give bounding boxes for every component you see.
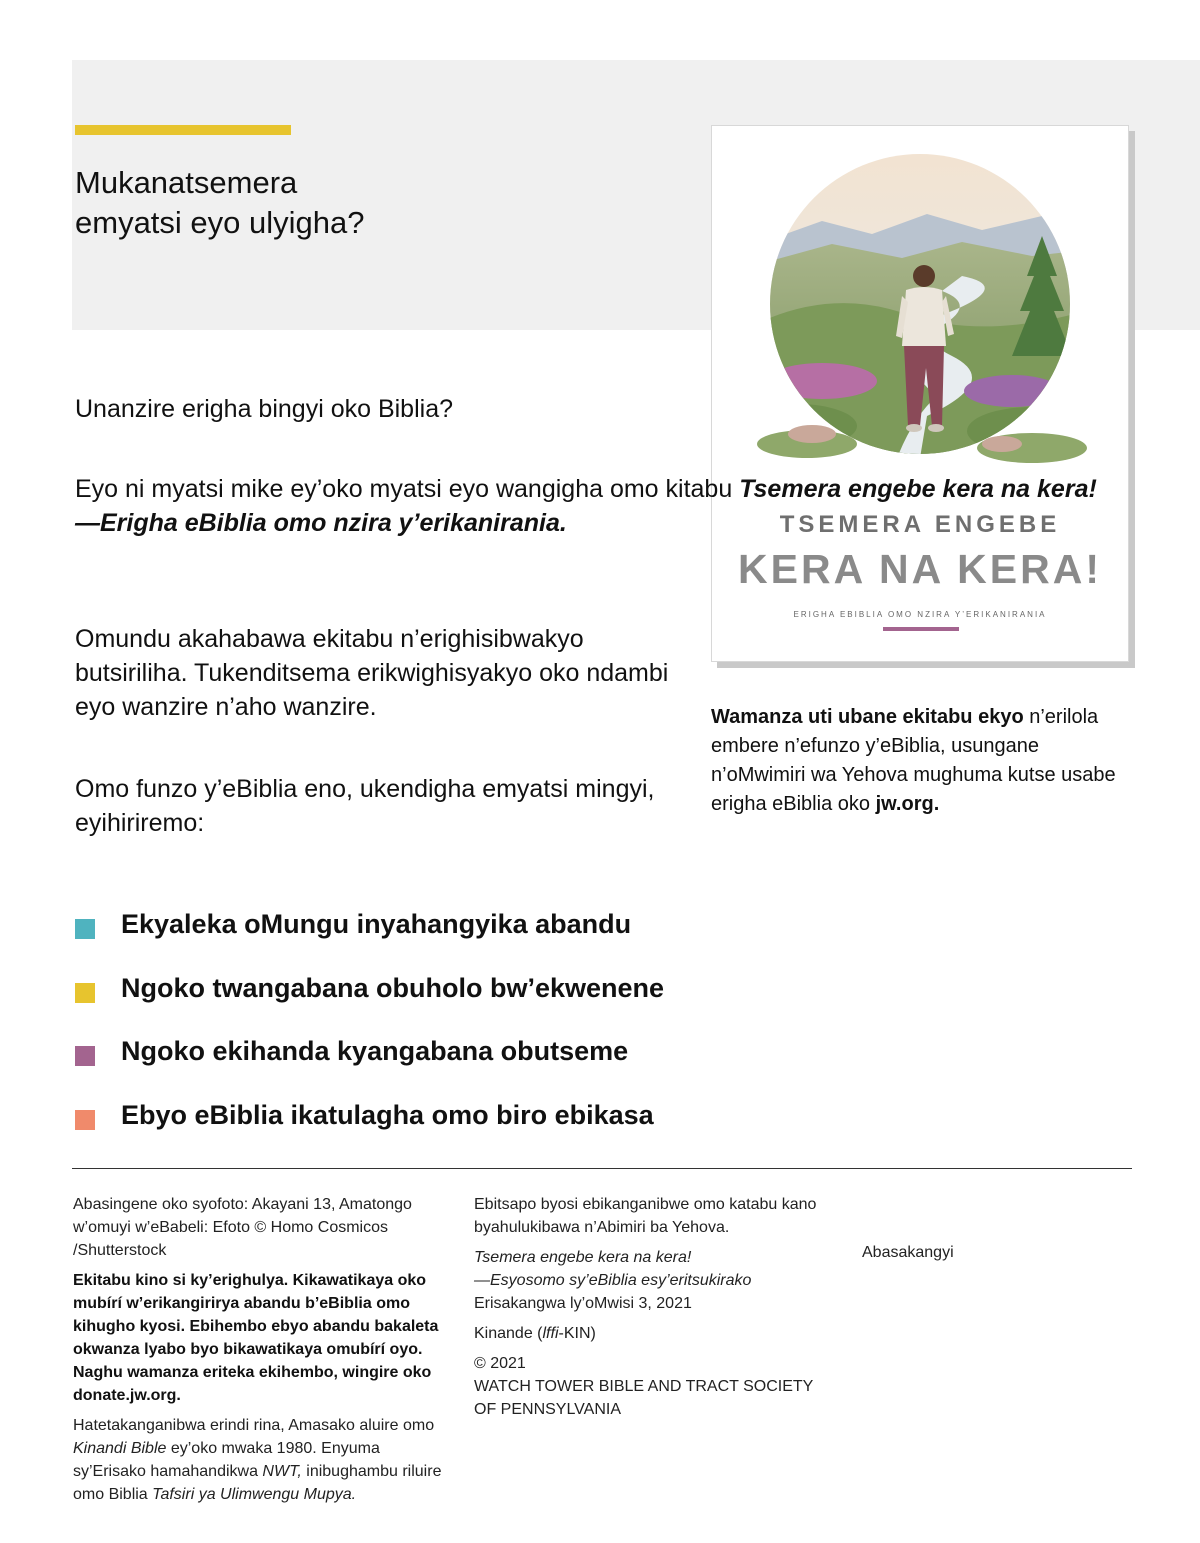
intro-topics-lead: Omo funzo y’eBiblia eno, ukendigha emyatsi mingyi, eyihiriremo: (75, 775, 655, 837)
cover-subtitle: ERIGHA EBIBLIA OMO NZIRA Y’ERIKANIRANIA (793, 610, 1047, 619)
callout-bold: Wamanza uti ubane ekitabu ekyo (711, 706, 1024, 728)
copyright (474, 1352, 834, 1421)
callout-text: n’erilola embere n’efunzo y’eBiblia, usungane n’oMwimiri wa Yehova mughuma kutse usabe erigha eBiblia oko (711, 706, 1116, 815)
book-info-title: Tsemera engebe kera na kera! (474, 1249, 692, 1266)
teal-square-icon (75, 919, 95, 939)
page-title (75, 163, 365, 243)
book-info-subtitle: —Esyosomo sy’eBiblia esy’eritsukirako (474, 1272, 752, 1289)
topic-label: Ngoko twangabana obuholo bw’ekwenene (121, 972, 665, 1003)
cover-title-line-1: TSEMERA ENGEBE (779, 511, 1061, 538)
jw-org-link[interactable]: jw.org. (875, 793, 940, 815)
purple-square-icon (75, 1046, 95, 1066)
donation-notice: Ekitabu kino si ky’erighulya. Kikawatikaya oko mubírí w’erikangirirya abandu b’eBiblia omo kihugho kyosi. Ebihembo ebyo abandu bakaleta okwanza lyabo byo bikawatikaya omubírí oyo. Naghu wamanza eriteka ekihembo, wingire oko donate.jw.org. (73, 1272, 439, 1404)
accent-bar (75, 125, 291, 135)
topic-label: Ebyo eBiblia ikatulagha omo biro ebikasa (121, 1099, 654, 1130)
book-cover (711, 125, 1129, 662)
footer-divider (72, 1168, 1132, 1169)
cover-title-line-2: KERA NA KERA! (738, 546, 1102, 592)
footer-column-3 (862, 1241, 954, 1264)
yellow-square-icon (75, 983, 95, 1003)
publisher-name: WATCH TOWER BIBLE AND TRACT SOCIETY (474, 1378, 814, 1395)
topic-label: Ngoko ekihanda kyangabana obutseme (121, 1036, 629, 1066)
title-line-2: emyatsi eyo ulyigha? (75, 205, 365, 240)
distributor-label: Abasakangyi (862, 1244, 954, 1261)
publishers-note: Ebitsapo byosi ebikanganibwe omo katabu kano byahulukibawa n’Abimiri ba Yehova. (474, 1196, 817, 1236)
cover-rule (883, 627, 959, 631)
topic-label: Ekyaleka oMungu inyahangyika abandu (121, 909, 632, 939)
intro-book-title: Tsemera engebe kera na kera! (739, 475, 1097, 503)
publisher-name: OF PENNSYLVANIA (474, 1401, 621, 1418)
bible-translation-note (73, 1414, 449, 1506)
language-name: Kinande ( (474, 1325, 543, 1342)
language-code (474, 1322, 834, 1345)
language-symbol: lffi (542, 1325, 559, 1342)
intro-book-text: Eyo ni myatsi mike ey’oko myatsi eyo wangigha omo kitabu (75, 475, 740, 503)
bible-note-text: Hatetakanganibwa erindi rina, Amasako aluire omo (73, 1417, 435, 1434)
intro-question: Unanzire erigha bingyi oko Biblia? (75, 395, 454, 423)
edition: Erisakangwa ly’oMwisi 3, 2021 (474, 1295, 692, 1312)
intro-book-subtitle: —Erigha eBiblia omo nzira y’erikanirania. (75, 509, 567, 537)
intro-offer-paragraph: Omundu akahabawa ekitabu n’erighisibwakyo butsiriliha. Tukenditsema erikwighisyakyo oko ndambi eyo wanzire n’aho wanzire. (75, 625, 669, 721)
book-info (474, 1246, 834, 1315)
title-line-1: Mukanatsemera (75, 165, 298, 200)
nwt-abbrev: NWT, (262, 1463, 302, 1480)
bible-name: Tafsiri ya Ulimwengu Mupya. (152, 1486, 357, 1503)
copyright-year: © 2021 (474, 1355, 526, 1372)
man-walking-path-icon (712, 126, 1128, 506)
intro-book-paragraph (75, 472, 1097, 540)
bible-note-text: inibughambu riluire omo Biblia (73, 1463, 442, 1503)
photo-credits: Abasingene oko syofoto: Akayani 13, Amatongo w’omuyi w’eBabeli: Efoto © Homo Cosmicos /Shutterstock (73, 1196, 412, 1259)
bible-note-text: ey’oko mwaka 1980. Enyuma sy’Erisako hamahandikwa (73, 1440, 380, 1480)
bible-name: Kinandi Bible (73, 1440, 167, 1457)
coral-square-icon (75, 1110, 95, 1130)
footer-column-1 (73, 1193, 449, 1513)
footer-column-2 (474, 1193, 834, 1428)
sidebar-callout (711, 703, 1131, 819)
language-suffix: -KIN) (558, 1325, 596, 1342)
